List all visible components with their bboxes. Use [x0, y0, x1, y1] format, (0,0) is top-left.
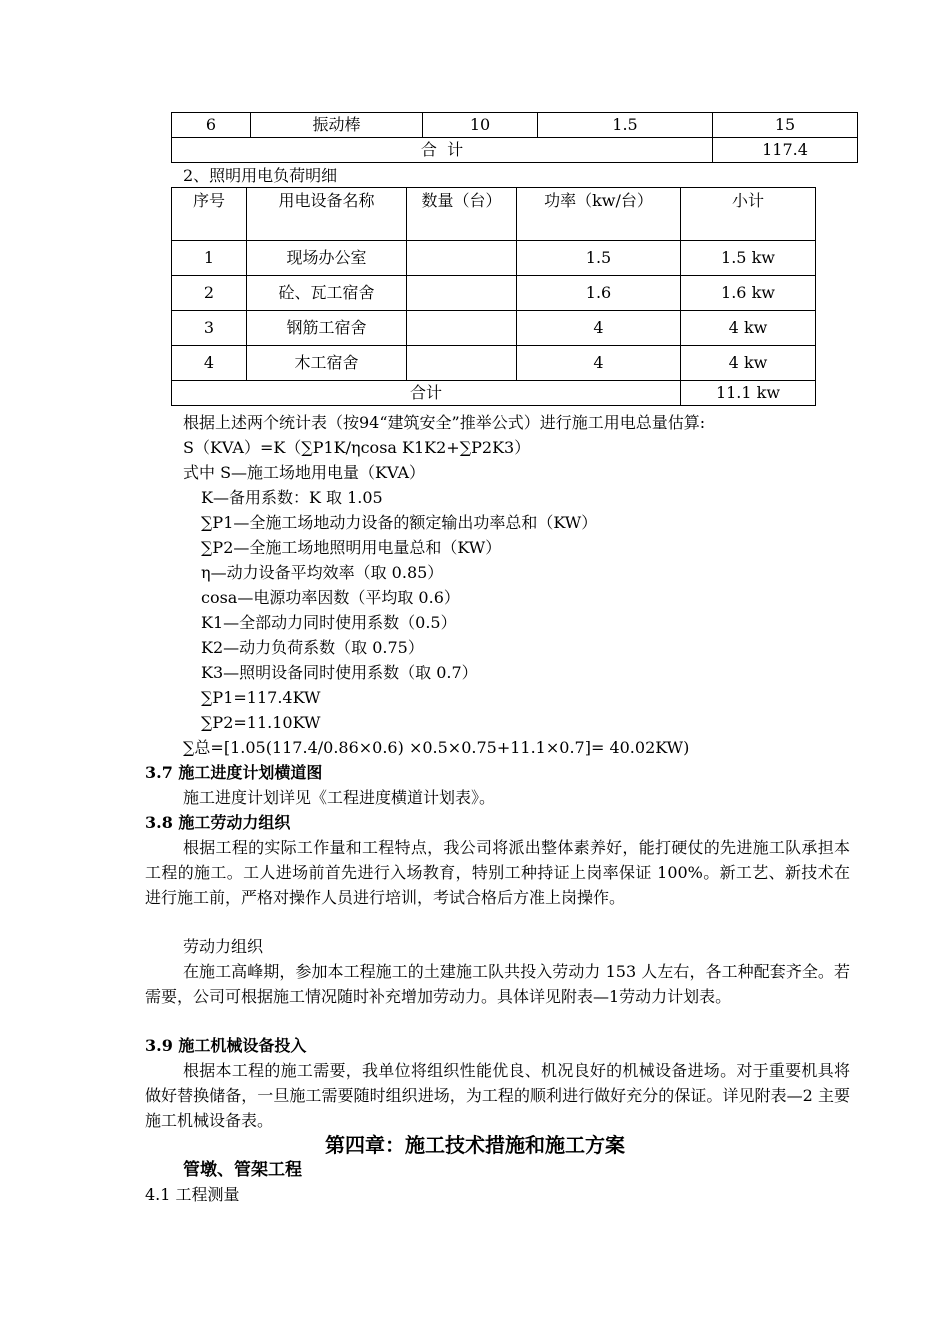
section-3-9-paragraph: 根据本工程的施工需要，我单位将组织性能优良、机况良好的机械设备进场。对于重要机具将做好替换储备，一旦施工需要随时组织进场，为工程的顺利进行做好充分的保证。详见附表—2 主要施工机械设备表。 — [145, 1061, 850, 1130]
cell-no: 6 — [172, 113, 251, 138]
formula-def: ∑P1—全施工场地动力设备的额定输出功率总和（KW） — [201, 513, 598, 532]
cell-power: 4 — [517, 346, 681, 381]
formula-def: K3—照明设备同时使用系数（取 0.7） — [201, 663, 478, 682]
section-3-8-subheading: 劳动力组织 — [183, 937, 264, 956]
header-subtotal: 小计 — [681, 188, 816, 241]
formula-def: η—动力设备平均效率（取 0.85） — [201, 563, 444, 582]
section-heading-3-7: 3.7 施工进度计划横道图 — [145, 763, 323, 782]
cell-power: 1.5 — [538, 113, 713, 138]
total-label: 合计 — [172, 381, 681, 406]
cell-subtotal: 1.5 kw — [681, 241, 816, 276]
total-label: 合 计 — [172, 138, 713, 163]
cell-name: 振动棒 — [251, 113, 423, 138]
section-heading-3-9: 3.9 施工机械设备投入 — [145, 1036, 307, 1055]
header-no: 序号 — [172, 188, 247, 241]
cell-name: 钢筋工宿舍 — [247, 311, 407, 346]
section-3-7-text: 施工进度计划详见《工程进度横道计划表》。 — [183, 788, 496, 807]
table-header-row — [172, 188, 816, 241]
formula-def: ∑P2—全施工场地照明用电量总和（KW） — [201, 538, 502, 557]
cell-qty — [407, 276, 517, 311]
formula-result: ∑总=[1.05(117.4/0.86×0.6) ×0.5×0.75+11.1×0.7]= 40.02KW) — [183, 738, 690, 757]
chapter-title: 第四章：施工技术措施和施工方案 — [325, 1133, 625, 1157]
lighting-table-title: 2、照明用电负荷明细 — [183, 166, 338, 185]
formula-where: 式中 S—施工场地用电量（KVA） — [183, 463, 426, 482]
formula-def: ∑P1=117.4KW — [201, 688, 321, 707]
cell-subtotal: 4 kw — [681, 311, 816, 346]
section-3-8-paragraph: 根据工程的实际工作量和工程特点，我公司将派出整体素养好，能打硬仗的先进施工队承担本工程的施工。工人进场前首先进行入场教育，特别工种持证上岗率保证 100%。新工艺、新技术在进行施工前，严格对操作人员进行培训，考试合格后方准上岗操作。 — [145, 838, 850, 907]
formula-equation: S（KVA）=K（∑P1K/ηcosa K1K2+∑P2K3） — [183, 438, 531, 457]
lighting-load-table — [171, 187, 816, 406]
cell-no: 3 — [172, 311, 247, 346]
cell-qty — [407, 346, 517, 381]
cell-no: 2 — [172, 276, 247, 311]
table-total-row — [172, 381, 816, 406]
cell-subtotal: 1.6 kw — [681, 276, 816, 311]
header-power: 功率（kw/台） — [517, 188, 681, 241]
cell-power: 4 — [517, 311, 681, 346]
formula-def: K—备用系数：K 取 1.05 — [201, 488, 383, 507]
cell-qty — [407, 311, 517, 346]
section-4-1-heading: 4.1 工程测量 — [145, 1185, 240, 1204]
cell-qty — [407, 241, 517, 276]
table-row — [172, 346, 816, 381]
chapter-subheading: 管墩、管架工程 — [183, 1160, 302, 1180]
table-row — [172, 311, 816, 346]
power-load-table-tail — [171, 112, 858, 163]
formula-def: K1—全部动力同时使用系数（0.5） — [201, 613, 457, 632]
total-value: 11.1 kw — [681, 381, 816, 406]
total-value: 117.4 — [713, 138, 858, 163]
cell-name: 木工宿舍 — [247, 346, 407, 381]
header-qty: 数量（台） — [407, 188, 517, 241]
table-row — [172, 241, 816, 276]
table-row — [172, 113, 858, 138]
formula-def: cosa—电源功率因数（平均取 0.6） — [201, 588, 460, 607]
header-name: 用电设备名称 — [247, 188, 407, 241]
section-3-8-paragraph-2: 在施工高峰期，参加本工程施工的土建施工队共投入劳动力 153 人左右，各工种配套齐全。若需要，公司可根据施工情况随时补充增加劳动力。具体详见附表—1劳动力计划表。 — [145, 962, 850, 1006]
cell-power: 1.6 — [517, 276, 681, 311]
table-total-row — [172, 138, 858, 163]
cell-no: 1 — [172, 241, 247, 276]
cell-no: 4 — [172, 346, 247, 381]
formula-intro: 根据上述两个统计表（按94“建筑安全”推举公式）进行施工用电总量估算: — [183, 413, 706, 432]
table-row — [172, 276, 816, 311]
cell-power: 1.5 — [517, 241, 681, 276]
formula-def: K2—动力负荷系数（取 0.75） — [201, 638, 424, 657]
section-heading-3-8: 3.8 施工劳动力组织 — [145, 813, 291, 832]
cell-subtotal: 4 kw — [681, 346, 816, 381]
cell-subtotal: 15 — [713, 113, 858, 138]
cell-name: 现场办公室 — [247, 241, 407, 276]
cell-qty: 10 — [423, 113, 538, 138]
formula-def: ∑P2=11.10KW — [201, 713, 321, 732]
cell-name: 砼、瓦工宿舍 — [247, 276, 407, 311]
